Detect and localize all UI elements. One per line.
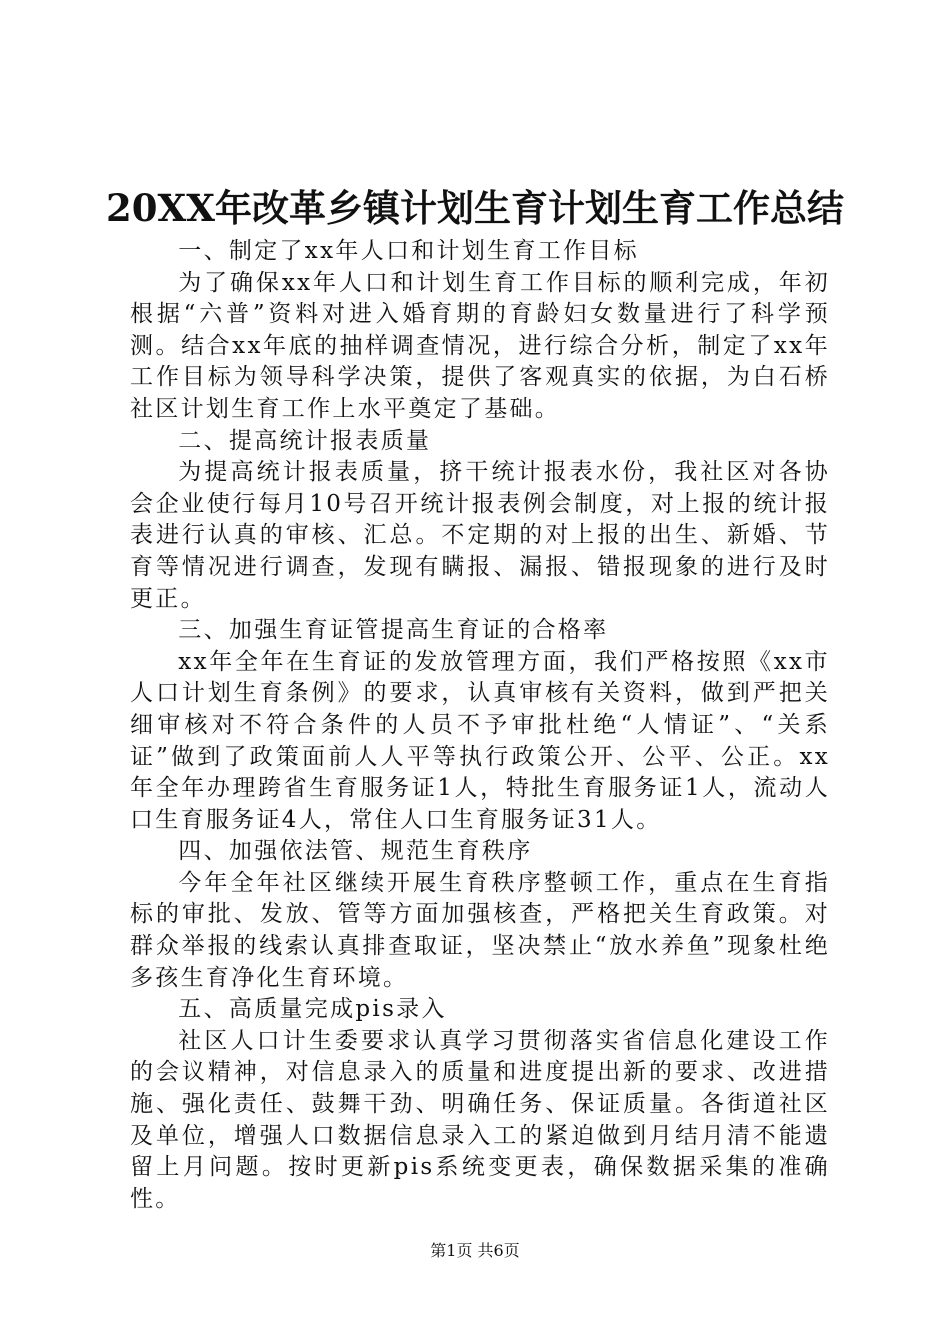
section-heading: 四、加强依法管、规范生育秩序: [178, 838, 533, 865]
section-paragraph: 社区人口计生委要求认真学习贯彻落实省信息化建设工作的会议精神，对信息录入的质量和进度提出新的要求、改进措施、强化责任、鼓舞干劲、明确任务、保证质量。各街道社区及单位，增强人口数据信息录入工的紧迫做到月结月清不能遗留上月问题。按时更新pis系统变更表，确保数据采集的准确性。: [130, 1027, 830, 1212]
page-footer: 第1页 共6页: [430, 1241, 520, 1260]
section-heading: 一、制定了xx年人口和计划生育工作目标: [178, 238, 639, 264]
section-paragraph: xx年全年在生育证的发放管理方面，我们严格按照《xx市人口计划生育条例》的要求，认真审核有关资料，做到严把关细审核对不符合条件的人员不予审批杜绝“人情证”、“关系证”做到了政策面前人人平等执行政策公开、公平、公正。xx年全年办理跨省生育服务证1人，特批生育服务证1人，流动人口生育服务证4人，常住人口生育服务证31人。: [130, 648, 830, 833]
document-body: [130, 236, 830, 1215]
document-title: 20XX年改革乡镇计划生育计划生育工作总结: [106, 186, 844, 230]
section-paragraph: 为了确保xx年人口和计划生育工作目标的顺利完成，年初根据“六普”资料对进入婚育期的育龄妇女数量进行了科学预测。结合xx年底的抽样调查情况，进行综合分析，制定了xx年工作目标为领导科学决策，提供了客观真实的依据，为白石桥社区计划生育工作上水平奠定了基础。: [130, 269, 830, 422]
section-heading: 二、提高统计报表质量: [178, 427, 432, 454]
section-paragraph: 今年全年社区继续开展生育秩序整顿工作，重点在生育指标的审批、发放、管等方面加强核查，严格把关生育政策。对群众举报的线索认真排查取证，坚决禁止“放水养鱼”现象杜绝多孩生育净化生育环境。: [130, 869, 830, 991]
section-heading: 三、加强生育证管提高生育证的合格率: [178, 617, 609, 644]
section-heading: 五、高质量完成pis录入: [178, 996, 447, 1023]
section-paragraph: 为提高统计报表质量，挤干统计报表水份，我社区对各协会企业使行每月10号召开统计报表例会制度，对上报的统计报表进行认真的审核、汇总。不定期的对上报的出生、新婚、节育等情况进行调查，发现有瞒报、漏报、错报现象的进行及时更正。: [130, 459, 830, 612]
